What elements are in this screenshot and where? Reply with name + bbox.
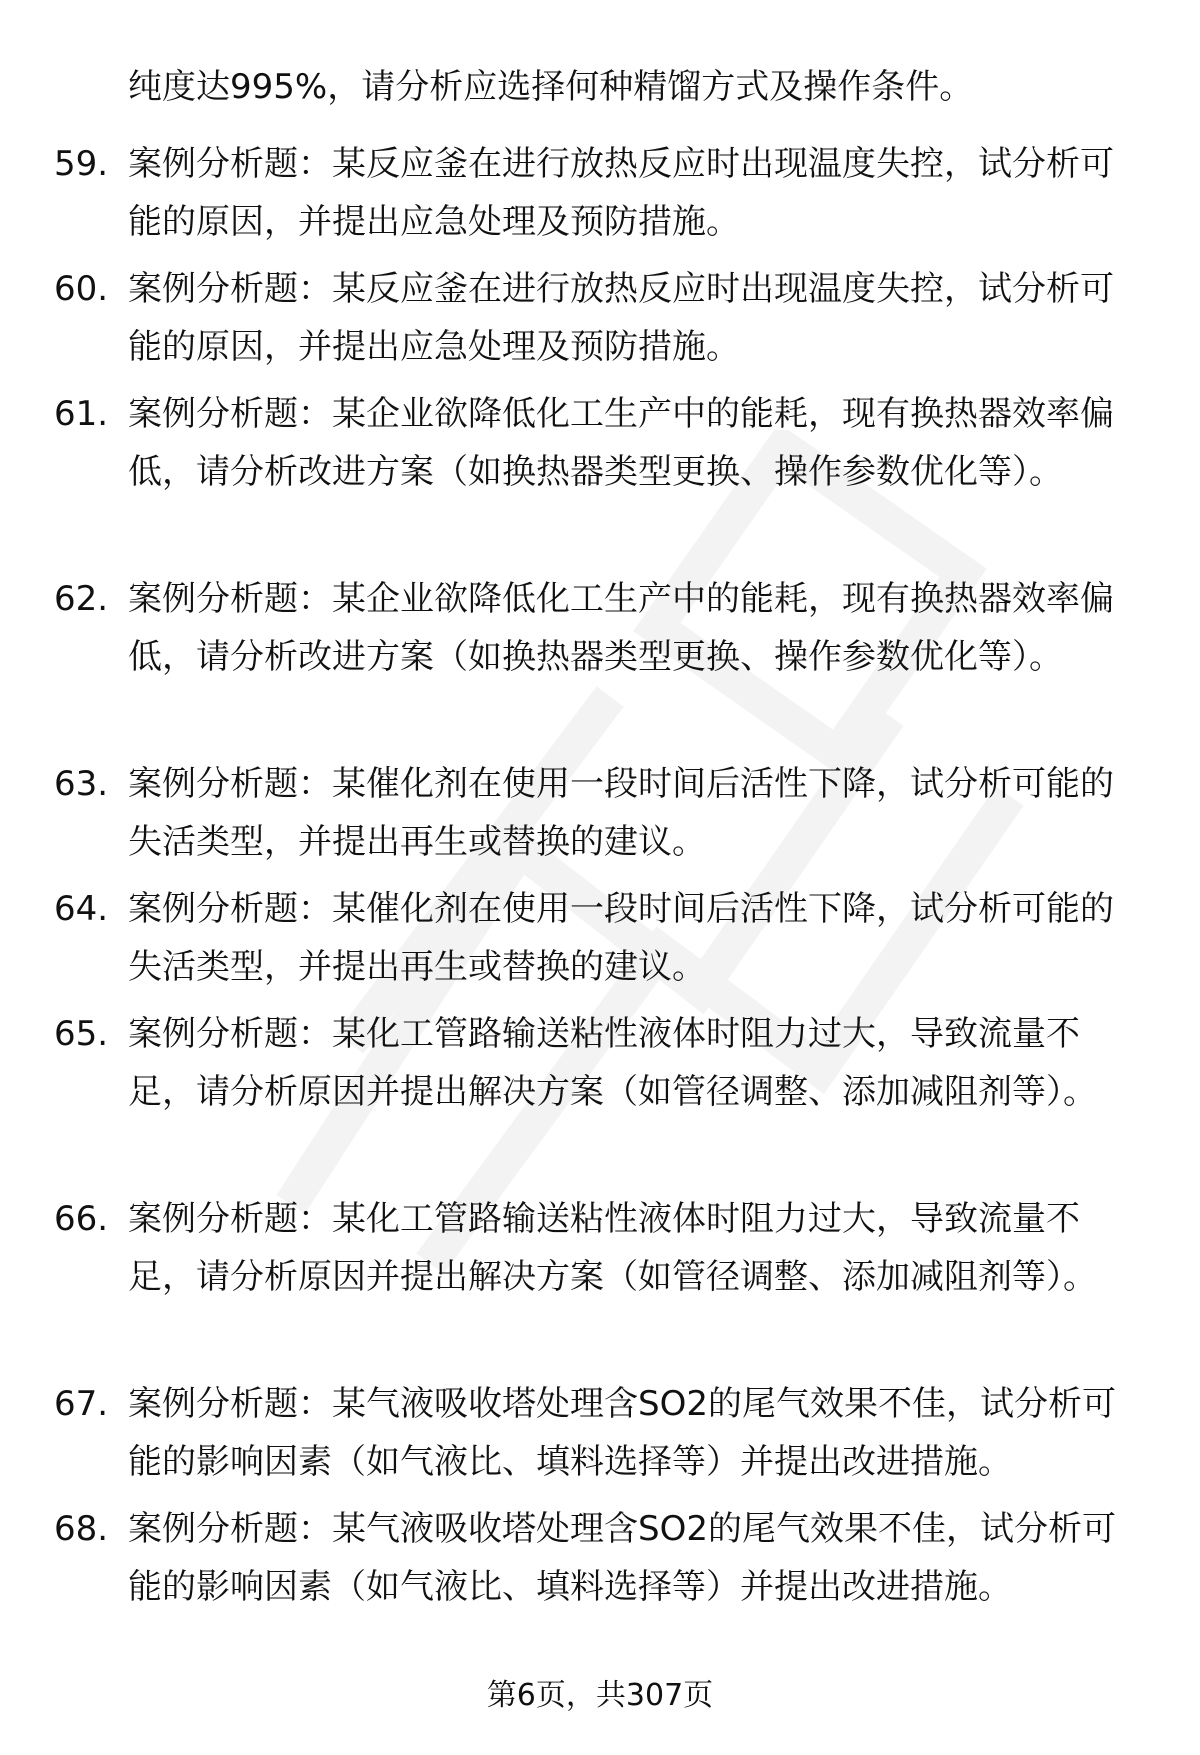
question-text: 案例分析题：某反应釜在进行放热反应时出现温度失控，试分析可能的原因，并提出应急处理及预防措施。 [128,269,1114,367]
question-number: 63. [54,764,109,804]
question-text: 案例分析题：某气液吸收塔处理含SO2的尾气效果不佳，试分析可能的影响因素（如气液比、填料选择等）并提出改进措施。 [128,1509,1116,1607]
question-text: 案例分析题：某企业欲降低化工生产中的能耗，现有换热器效率偏低，请分析改进方案（如换热器类型更换、操作参数优化等）。 [128,394,1114,492]
question-text: 案例分析题：某反应釜在进行放热反应时出现温度失控，试分析可能的原因，并提出应急处理及预防措施。 [128,144,1114,242]
question-number: 66. [54,1199,109,1239]
question-number: 62. [54,579,109,619]
question-number: 59. [54,144,109,184]
question-number: 67. [54,1384,109,1424]
page-footer: 第6页，共307页 [486,1678,714,1713]
question-text: 案例分析题：某催化剂在使用一段时间后活性下降，试分析可能的失活类型，并提出再生或替换的建议。 [128,889,1114,987]
question-text: 案例分析题：某化工管路输送粘性液体时阻力过大，导致流量不足，请分析原因并提出解决方案（如管径调整、添加减阻剂等）。 [128,1199,1097,1297]
question-text: 案例分析题：某催化剂在使用一段时间后活性下降，试分析可能的失活类型，并提出再生或替换的建议。 [128,764,1114,862]
question-number: 61. [54,394,109,434]
question-text: 案例分析题：某化工管路输送粘性液体时阻力过大，导致流量不足，请分析原因并提出解决方案（如管径调整、添加减阻剂等）。 [128,1014,1097,1112]
question-text: 案例分析题：某企业欲降低化工生产中的能耗，现有换热器效率偏低，请分析改进方案（如换热器类型更换、操作参数优化等）。 [128,579,1114,677]
continuation-text: 纯度达995%，请分析应选择何种精馏方式及操作条件。 [128,67,974,107]
question-number: 60. [54,269,109,309]
question-text: 案例分析题：某气液吸收塔处理含SO2的尾气效果不佳，试分析可能的影响因素（如气液比、填料选择等）并提出改进措施。 [128,1384,1116,1482]
question-number: 65. [54,1014,109,1054]
question-number: 68. [54,1509,109,1549]
question-number: 64. [54,889,109,929]
